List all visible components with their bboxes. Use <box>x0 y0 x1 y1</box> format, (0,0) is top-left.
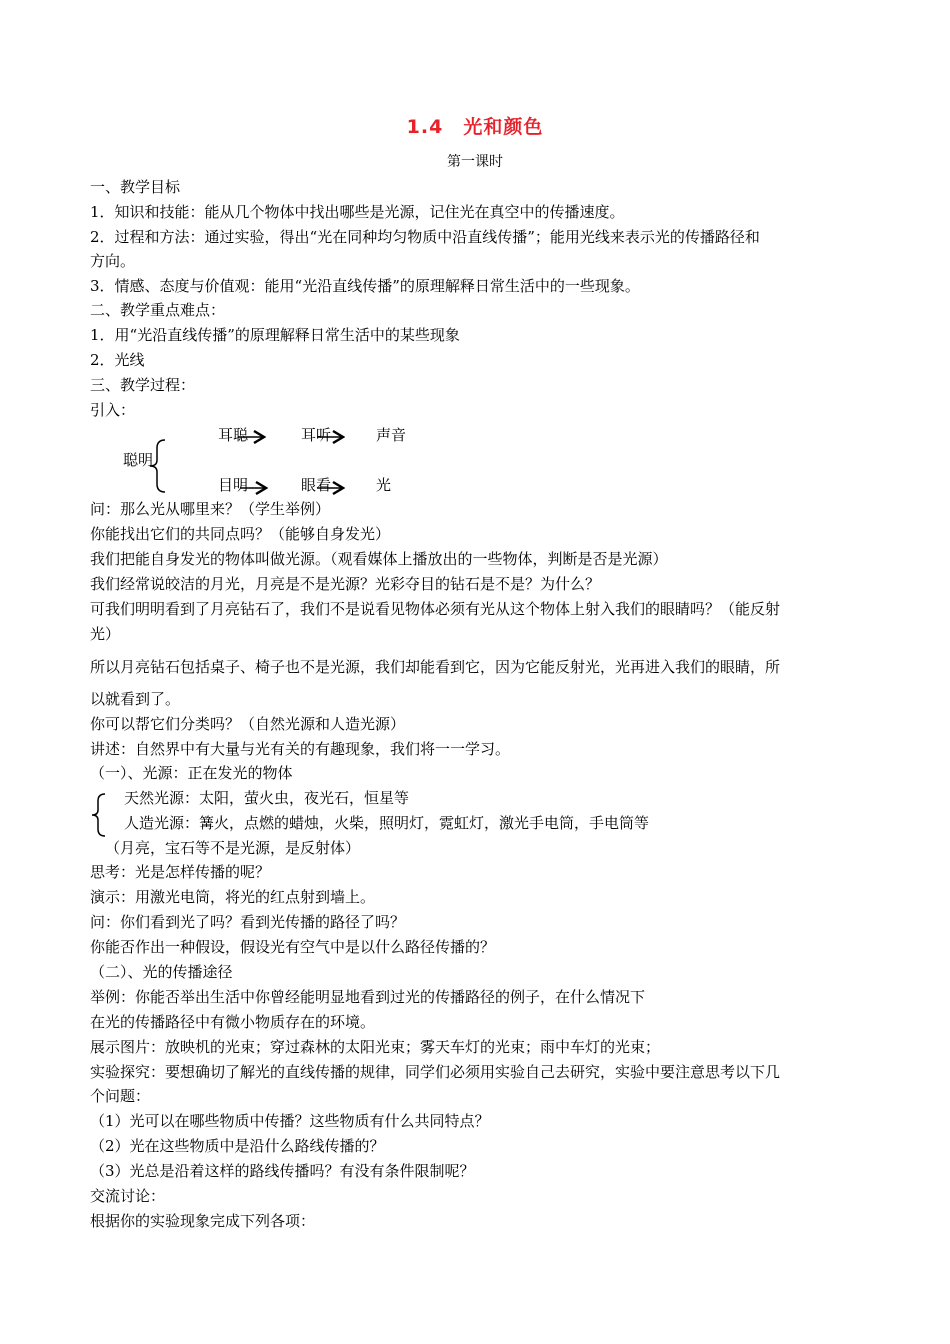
text-line: 方向。 <box>90 252 136 270</box>
text-line: 思考：光是怎样传播的呢？ <box>90 863 271 881</box>
text-line: 问：你们看到光了吗？看到光传播的路径了吗？ <box>90 913 406 931</box>
left-brace-icon <box>148 438 168 494</box>
text-line: 你能找出它们的共同点吗？（能够自身发光） <box>90 525 391 543</box>
text-line: 举例：你能否举出生活中你曾经能明显地看到过光的传播路径的例子，在什么情况下 <box>90 988 646 1006</box>
section-heading-objectives: 一、教学目标 <box>90 178 181 196</box>
text-line: 根据你的实验现象完成下列各项： <box>90 1212 316 1230</box>
diagram-label-see: 眼看 <box>301 476 332 494</box>
text-line: 3．情感、态度与价值观：能用“光沿直线传播”的原理解释日常生活中的一些现象。 <box>90 277 640 295</box>
arrow-right-icon <box>317 481 345 495</box>
text-line: 我们经常说皎洁的月光，月亮是不是光源？光彩夺目的钻石是不是？为什么？ <box>90 575 601 593</box>
text-line: 以就看到了。 <box>90 690 181 708</box>
text-line: 讲述：自然界中有大量与光有关的有趣现象，我们将一一学习。 <box>90 740 511 758</box>
text-line: 2．过程和方法：通过实验，得出“光在同种均匀物质中沿直线传播”；能用光线来表示光的传播路径和 <box>90 228 760 246</box>
diagram-label-sound: 声音 <box>376 426 407 444</box>
text-line: 展示图片：放映机的光束；穿过森林的太阳光束；雾天车灯的光束；雨中车灯的光束； <box>90 1038 661 1056</box>
arrow-right-icon <box>240 481 268 495</box>
text-line: 交流讨论： <box>90 1187 166 1205</box>
diagram-label-eye: 目明 <box>218 476 249 494</box>
lesson-subtitle: 第一课时 <box>447 154 503 170</box>
text-line: 所以月亮钻石包括桌子、椅子也不是光源，我们却能看到它，因为它能反射光，光再进入我们的眼睛，所 <box>90 658 781 676</box>
section-heading-process: 三、教学过程： <box>90 376 196 394</box>
text-line: 在光的传播路径中有微小物质存在的环境。 <box>90 1013 376 1031</box>
text-line: 2．光线 <box>90 351 145 369</box>
text-line: 问：那么光从哪里来？（学生举例） <box>90 500 331 518</box>
text-line: 光） <box>90 625 121 643</box>
text-line: 演示：用激光电筒，将光的红点射到墙上。 <box>90 888 376 906</box>
question-item: （1）光可以在哪些物质中传播？这些物质有什么共同特点？ <box>90 1112 490 1130</box>
arrow-right-icon <box>317 430 345 444</box>
text-line: 你能否作出一种假设，假设光有空气中是以什么路径传播的？ <box>90 938 496 956</box>
text-line: 个问题： <box>90 1087 151 1105</box>
artificial-light-sources: 人造光源：篝火，点燃的蜡烛，火柴，照明灯，霓虹灯，激光手电筒，手电筒等 <box>124 814 650 832</box>
question-item: （2）光在这些物质中是沿什么路线传播的？ <box>90 1137 385 1155</box>
subsection-heading-propagation: （二）、光的传播途径 <box>90 963 233 981</box>
text-line: 1．用“光沿直线传播”的原理解释日常生活中的某些现象 <box>90 326 460 344</box>
arrow-right-icon <box>238 430 266 444</box>
text-line: 你可以帮它们分类吗？（自然光源和人造光源） <box>90 715 406 733</box>
text-line: （月亮，宝石等不是光源，是反射体） <box>105 839 361 857</box>
text-line: 实验探究：要想确切了解光的直线传播的规律，同学们必须用实验自己去研究，实验中要注意思考以下几 <box>90 1063 781 1081</box>
text-line: 我们把能自身发光的物体叫做光源。（观看媒体上播放出的一些物体，判断是否是光源） <box>90 550 668 568</box>
document-title: 1.4 光和颜色 <box>406 116 544 138</box>
section-heading-key-points: 二、教学重点难点： <box>90 301 226 319</box>
text-line: 可我们明明看到了月亮钻石了，我们不是说看见物体必须有光从这个物体上射入我们的眼睛吗？（能反射 <box>90 600 781 618</box>
left-brace-icon <box>90 792 108 838</box>
text-line: 1．知识和技能：能从几个物体中找出哪些是光源，记住光在真空中的传播速度。 <box>90 203 625 221</box>
diagram-label-ear: 耳聪 <box>218 426 249 444</box>
diagram-label-light: 光 <box>376 476 392 494</box>
text-line: 引入： <box>90 401 136 419</box>
subsection-heading-light-source: （一）、光源：正在发光的物体 <box>90 764 293 782</box>
natural-light-sources: 天然光源：太阳，萤火虫，夜光石，恒星等 <box>124 789 410 807</box>
diagram-label-listen: 耳听 <box>301 426 332 444</box>
question-item: （3）光总是沿着这样的路线传播吗？有没有条件限制呢？ <box>90 1162 475 1180</box>
diagram-label-smart: 聪明 <box>123 451 154 469</box>
